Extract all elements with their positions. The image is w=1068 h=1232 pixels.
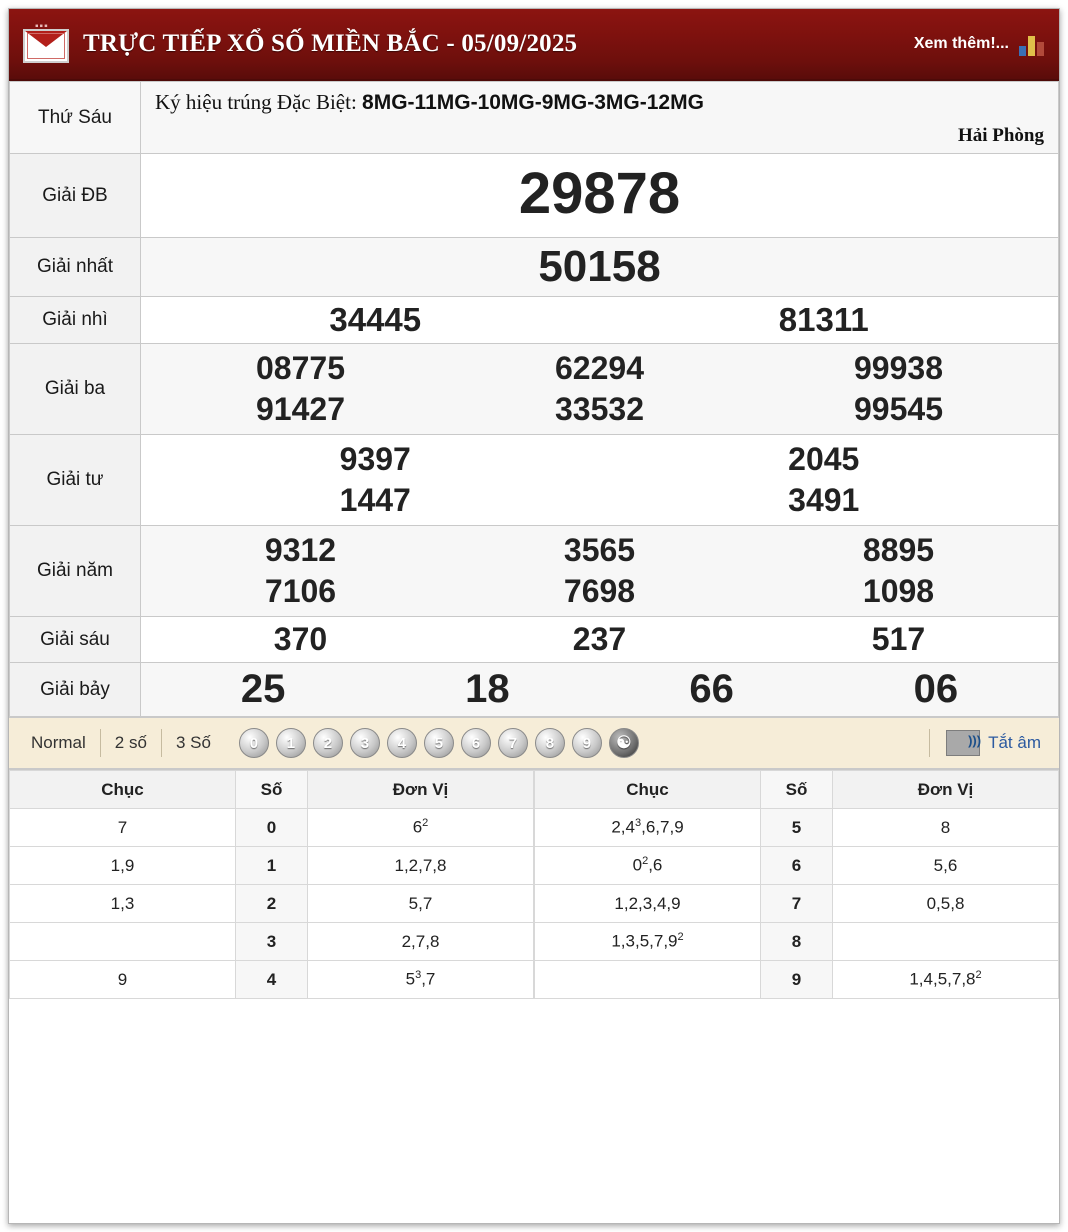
stats-table-left [9,770,534,999]
special-symbol-cell [141,82,1059,154]
table-row [535,961,1059,999]
lottery-window [8,8,1060,1224]
prize-row-values [151,621,1048,658]
prize-number: 7106 [264,573,337,609]
col-header-units: Đơn Vị [308,771,534,809]
prize-values-g1 [141,238,1059,297]
stats-header-row [10,771,534,809]
prize-number: 3565 [563,532,636,568]
prize-number: 33532 [555,391,644,427]
digit-ball-6[interactable]: 6 [461,728,491,758]
statistics-section [9,769,1059,999]
cell-number: 8 [761,923,833,961]
prize-number: 91427 [256,391,345,427]
digit-ball-group [239,728,639,758]
title-bar-right [914,32,1045,56]
prize-number: 29878 [518,161,681,226]
col-header-number: Số [236,771,308,809]
col-header-units: Đơn Vị [833,771,1059,809]
prize-row-g2 [10,297,1059,344]
cell-units: 8 [833,809,1059,847]
cell-number: 5 [761,809,833,847]
cell-number: 6 [761,847,833,885]
table-row [10,923,534,961]
speaker-icon[interactable] [946,730,980,756]
cell-number: 9 [761,961,833,999]
cell-units: 5,6 [833,847,1059,885]
prize-row-db [10,154,1059,238]
prize-number: 370 [273,621,328,657]
prize-number: 1447 [339,482,411,518]
cell-number: 1 [236,847,308,885]
digit-ball-8[interactable]: 8 [535,728,565,758]
prize-values-g7 [141,663,1059,717]
prize-number: 1098 [862,573,935,609]
sound-control[interactable] [929,729,1051,757]
prize-label-g3: Giải ba [10,344,141,435]
cell-number: 0 [236,809,308,847]
prize-row-values [151,571,1048,612]
prize-number: 18 [465,667,510,711]
digit-ball-9[interactable]: 9 [572,728,602,758]
prize-values-db [141,154,1059,238]
weekday-label: Thứ Sáu [10,82,141,154]
results-table [9,81,1059,717]
col-header-number: Số [761,771,833,809]
prize-label-g6: Giải sáu [10,617,141,663]
cell-units: $6^2$ [308,809,534,847]
cell-units: 5,7 [308,885,534,923]
prize-number: 3491 [788,482,860,518]
prize-row-g3 [10,344,1059,435]
prize-label-g2: Giải nhì [10,297,141,344]
prize-number: 50158 [538,242,661,291]
cell-tens: 1,3,5,7,9$^2$ [535,923,761,961]
table-row [10,961,534,999]
special-symbol-label: Ký hiệu trúng Đặc Biệt: [155,90,357,114]
prize-number: 7698 [563,573,636,609]
cell-tens: $2,4^3,6,7,9$ [535,809,761,847]
toolbar-divider [929,729,930,757]
table-row [535,885,1059,923]
prize-row-g7 [10,663,1059,717]
cell-units: 0,5,8 [833,885,1059,923]
bar-chart-icon[interactable] [1019,32,1045,56]
table-row [535,847,1059,885]
prize-label-g7: Giải bảy [10,663,141,717]
digit-ball-3[interactable]: 3 [350,728,380,758]
cell-number: 2 [236,885,308,923]
cell-tens: 1,3 [10,885,236,923]
special-symbol-value: 8MG-11MG-10MG-9MG-3MG-12MG [362,91,704,114]
prize-label-g1: Giải nhất [10,238,141,297]
prize-values-g5 [141,526,1059,617]
stats-table-right [534,770,1059,999]
cell-tens: $0^2,6$ [535,847,761,885]
cell-units: 1,4,5,7,8$^2$ [833,961,1059,999]
cell-units: 2,7,8 [308,923,534,961]
prize-number: 81311 [778,301,869,338]
prize-row-values [151,348,1048,389]
cell-number: 7 [761,885,833,923]
table-row [535,923,1059,961]
toolbar [9,717,1059,769]
col-header-tens: Chục [10,771,236,809]
prize-row-values [151,301,1048,339]
cell-number: 3 [236,923,308,961]
cell-tens: 7 [10,809,236,847]
prize-row-values [151,389,1048,430]
digit-ball-4[interactable]: 4 [387,728,417,758]
digit-ball-7[interactable]: 7 [498,728,528,758]
prize-values-g2 [141,297,1059,344]
prize-values-g3 [141,344,1059,435]
see-more-link[interactable]: Xem thêm!... [913,35,1009,52]
title-bar [9,9,1059,81]
page-title: TRỰC TIẾP XỔ SỐ MIỀN BẮC - 05/09/2025 [83,30,578,57]
prize-label-db: Giải ĐB [10,154,141,238]
prize-label-g4: Giải tư [10,435,141,526]
prize-row-values [151,439,1048,480]
cell-tens: 1,9 [10,847,236,885]
cell-tens: 9 [10,961,236,999]
prize-number: 62294 [555,350,644,386]
prize-number: 99938 [854,350,943,386]
prize-number: 8895 [862,532,935,568]
prize-row-values [151,242,1048,292]
cell-tens [535,961,761,999]
digit-ball-2[interactable]: 2 [313,728,343,758]
prize-number: 9312 [264,532,337,568]
filter-3-digits-button[interactable]: 3 Số [175,733,211,752]
prize-row-g5 [10,526,1059,617]
cell-number: 4 [236,961,308,999]
yin-yang-icon[interactable]: ☯ [609,728,639,758]
prize-row-values [151,530,1048,571]
mute-label[interactable]: Tắt âm [988,733,1041,752]
province-name: Hải Phòng [957,125,1044,146]
prize-number: 06 [913,667,959,711]
digit-ball-0[interactable]: 0 [239,728,269,758]
prize-number: 25 [240,667,286,711]
filter-2-digits-button[interactable]: 2 số [114,733,147,752]
digit-ball-5[interactable]: 5 [424,728,454,758]
cell-units [833,923,1059,961]
cell-units: $5^3,7$ [308,961,534,999]
prize-values-g4 [141,435,1059,526]
col-header-tens: Chục [535,771,761,809]
table-row [10,809,534,847]
prize-row-values [151,158,1048,233]
prize-number: 9397 [339,441,411,477]
mode-normal-button[interactable]: Normal [31,733,86,752]
prize-number: 2045 [788,441,860,477]
prize-number: 517 [871,621,926,657]
mail-icon [23,21,69,63]
table-row [535,809,1059,847]
prize-label-g5: Giải năm [10,526,141,617]
prize-row-values [151,480,1048,521]
digit-ball-1[interactable]: 1 [276,728,306,758]
special-symbol-line [155,90,1044,115]
cell-units: 1,2,7,8 [308,847,534,885]
stats-header-row [535,771,1059,809]
table-row [10,847,534,885]
prize-number: 34445 [329,301,422,338]
prize-row-g6 [10,617,1059,663]
cell-tens: 1,2,3,4,9 [535,885,761,923]
prize-number: 99545 [854,391,943,427]
table-row [10,885,534,923]
prize-row-g4 [10,435,1059,526]
prize-row-values [151,667,1048,712]
mail-icon-dots: ▪▪▪ [35,21,49,32]
header-row [10,82,1059,154]
prize-number: 66 [689,667,734,711]
cell-tens [10,923,236,961]
prize-row-g1 [10,238,1059,297]
prize-values-g6 [141,617,1059,663]
prize-number: 237 [572,621,627,657]
prize-number: 08775 [256,350,345,386]
